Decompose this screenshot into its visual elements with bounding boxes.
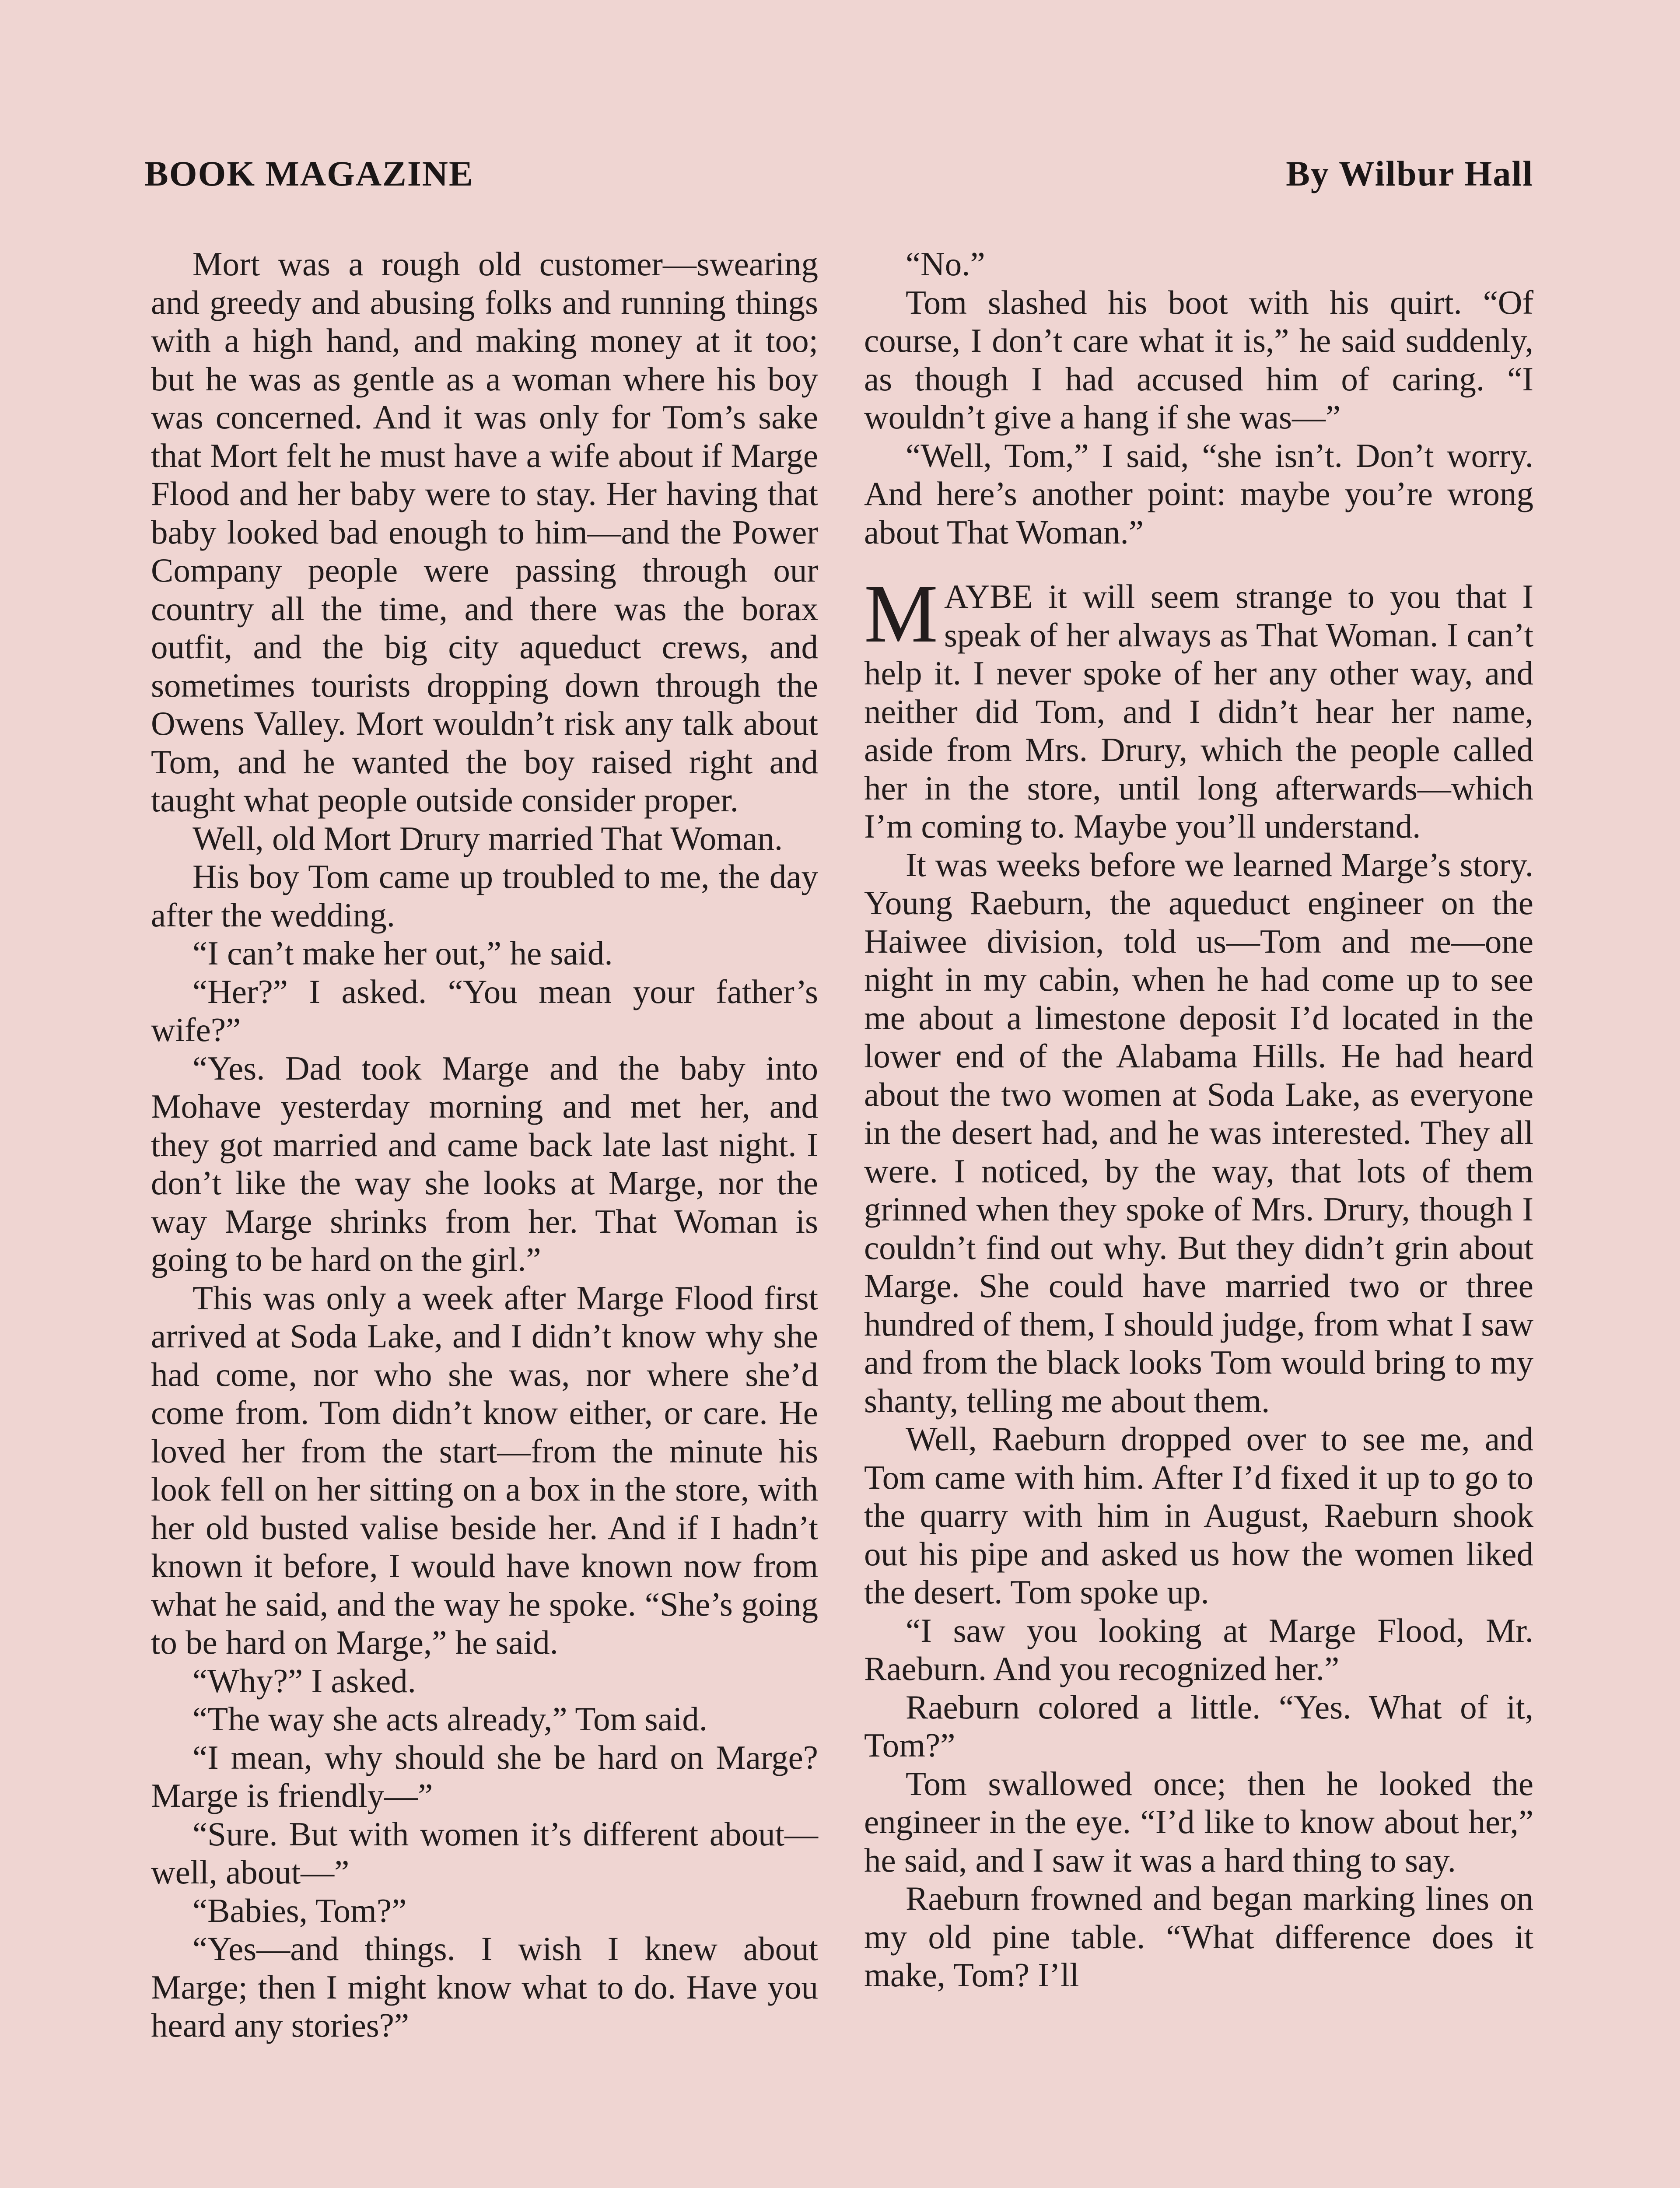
paragraph: “Her?” I asked. “You mean your father’s wife?” (151, 972, 818, 1048)
paragraph: “I mean, why should she be hard on Marge? Marge is friendly—” (151, 1738, 818, 1814)
right-column (864, 245, 1533, 1995)
section-opening-text: AYBE it will seem strange to you that I speak of her always as That Woman. I can’t help it. I never spoke of her any other way, and neither did Tom, and I didn’t hear her name, aside from Mrs. Drury, which the people called her in the store, until long afterwards—which I’m coming to. Maybe you’ll understand. (864, 578, 1533, 845)
paragraph: “Why?” I asked. (192, 1662, 416, 1700)
paragraph: “Yes—and things. I wish I knew about Marge; then I might know what to do. Have you heard any stories?” (151, 1930, 818, 2044)
paragraph: It was weeks before we learned Marge’s story. Young Raeburn, the aqueduct engineer on the Haiwee division, told us—Tom and me—one night in my cabin, when he had come up to see me about a limestone deposit I’d located in the lower end of the Alabama Hills. He had heard about the two women at Soda Lake, as everyone in the desert had, and he was interested. They all were. I noticed, by the way, that lots of them grinned when they spoke of Mrs. Drury, though I couldn’t find out why. But they didn’t grin about Marge. She could have married two or three hundred of them, I should judge, from what I saw and from the black looks Tom would bring to my shanty, telling me about them. (864, 845, 1533, 1420)
paragraph: “I saw you looking at Marge Flood, Mr. Raeburn. And you recognized her.” (864, 1611, 1533, 1687)
paragraph: “Yes. Dad took Marge and the baby into Mohave yesterday morning and met her, and they got married and came back late last night. I don’t like the way she looks at Marge, nor the way Marge shrinks from her. That Woman is going to be hard on the girl.” (151, 1049, 818, 1278)
paragraph: “I can’t make her out,” he said. (192, 934, 613, 972)
paragraph: “No.” (906, 245, 985, 283)
drop-cap: M (864, 568, 938, 660)
left-column (151, 245, 818, 2045)
magazine-title: BOOK MAGAZINE (144, 154, 474, 193)
paragraph: Raeburn colored a little. “Yes. What of it, Tom?” (864, 1688, 1533, 1764)
paragraph: “Well, Tom,” I said, “she isn’t. Don’t worry. And here’s another point: maybe you’re wrong about That Woman.” (864, 436, 1533, 551)
section-opening-paragraph (864, 568, 1533, 846)
paragraph: Well, Raeburn dropped over to see me, and Tom came with him. After I’d fixed it up to go to the quarry with him in August, Raeburn shook out his pipe and asked us how the women liked the desert. Tom spoke up. (864, 1420, 1533, 1611)
paragraph: “Sure. But with women it’s different about—well, about—” (151, 1815, 818, 1891)
paragraph: Tom slashed his boot with his quirt. “Of course, I don’t care what it is,” he said suddenly, as though I had accused him of caring. “I wouldn’t give a hang if she was—” (864, 283, 1533, 436)
paragraph: His boy Tom came up troubled to me, the day after the wedding. (151, 858, 818, 934)
paragraph: “Babies, Tom?” (192, 1891, 407, 1929)
paragraph: Well, old Mort Drury married That Woman. (192, 819, 783, 857)
paragraph: Mort was a rough old customer—swearing and greedy and abusing folks and running things with a high hand, and making money at it too; but he was as gentle as a woman where his boy was concerned. And it was only for Tom’s sake that Mort felt he must have a wife about if Marge Flood and her baby were to stay. Her having that baby looked bad enough to him—and the Power Company people were passing through our country all the time, and there was the borax outfit, and the big city aqueduct crews, and sometimes tourists dropping down through the Owens Valley. Mort wouldn’t risk any talk about Tom, and he wanted the boy raised right and taught what people outside consider proper. (151, 245, 818, 819)
author-byline: By Wilbur Hall (1286, 154, 1533, 193)
paragraph: This was only a week after Marge Flood first arrived at Soda Lake, and I didn’t know why she had come, nor who she was, nor where she’d come from. Tom didn’t know either, or care. He loved her from the start—from the minute his look fell on her sitting on a box in the store, with her old busted valise beside her. And if I hadn’t known it before, I would have known now from what he said, and the way he spoke. “She’s going to be hard on Marge,” he said. (151, 1279, 818, 1661)
paragraph: Tom swallowed once; then he looked the engineer in the eye. “I’d like to know about her,” he said, and I saw it was a hard thing to say. (864, 1764, 1533, 1879)
paragraph: “The way she acts already,” Tom said. (192, 1700, 707, 1738)
paragraph: Raeburn frowned and began marking lines on my old pine table. “What difference does it make, Tom? I’ll (864, 1879, 1533, 1994)
